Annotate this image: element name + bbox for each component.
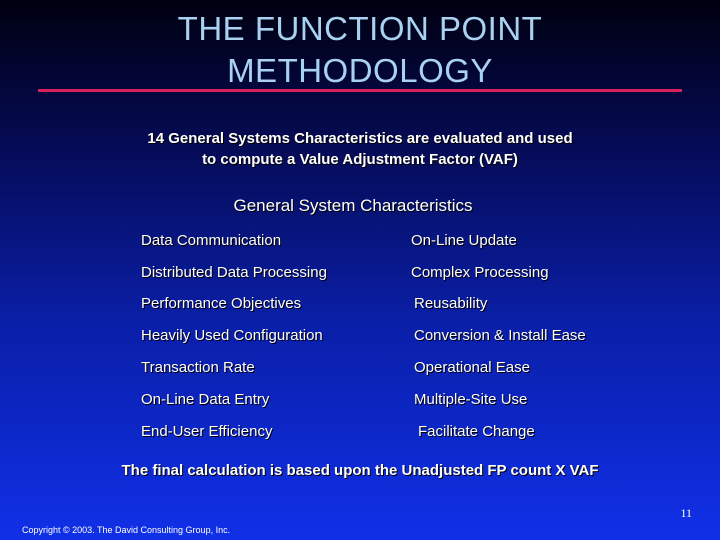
gsc-item-right: Conversion & Install Ease [414, 327, 586, 344]
gsc-list-heading: General System Characteristics [233, 196, 473, 215]
gsc-item-left: Heavily Used Configuration [141, 327, 323, 344]
gsc-item-left: On-Line Data Entry [141, 391, 270, 408]
gsc-item-left: Transaction Rate [141, 359, 255, 376]
gsc-item-left: Distributed Data Processing [141, 264, 327, 281]
gsc-item-left: Data Communication [141, 232, 282, 249]
conclusion-text: The final calculation is based upon the Unadjusted FP count X VAF [121, 462, 599, 479]
title-divider [38, 89, 682, 92]
intro-line-1: 14 General Systems Characteristics are evaluated and used [147, 130, 573, 147]
slide-title-line-2: METHODOLOGY [227, 52, 493, 89]
gsc-item-right: Facilitate Change [418, 423, 535, 440]
slide-title-line-1: THE FUNCTION POINT [177, 10, 543, 47]
copyright-notice: Copyright © 2003. The David Consulting Group, Inc. [22, 525, 231, 535]
gsc-item-left: Performance Objectives [141, 295, 302, 312]
gsc-item-right: Complex Processing [411, 264, 549, 281]
gsc-item-right: Multiple-Site Use [414, 391, 528, 408]
gsc-item-left: End-User Efficiency [141, 423, 273, 440]
slide-title [60, 8, 660, 92]
page-number: 11 [680, 506, 692, 520]
intro-line-2: to compute a Value Adjustment Factor (VAF) [202, 151, 518, 168]
gsc-item-right: Operational Ease [414, 359, 530, 376]
gsc-item-right: On-Line Update [411, 232, 517, 249]
gsc-item-right: Reusability [414, 295, 488, 312]
intro-text [60, 128, 660, 170]
